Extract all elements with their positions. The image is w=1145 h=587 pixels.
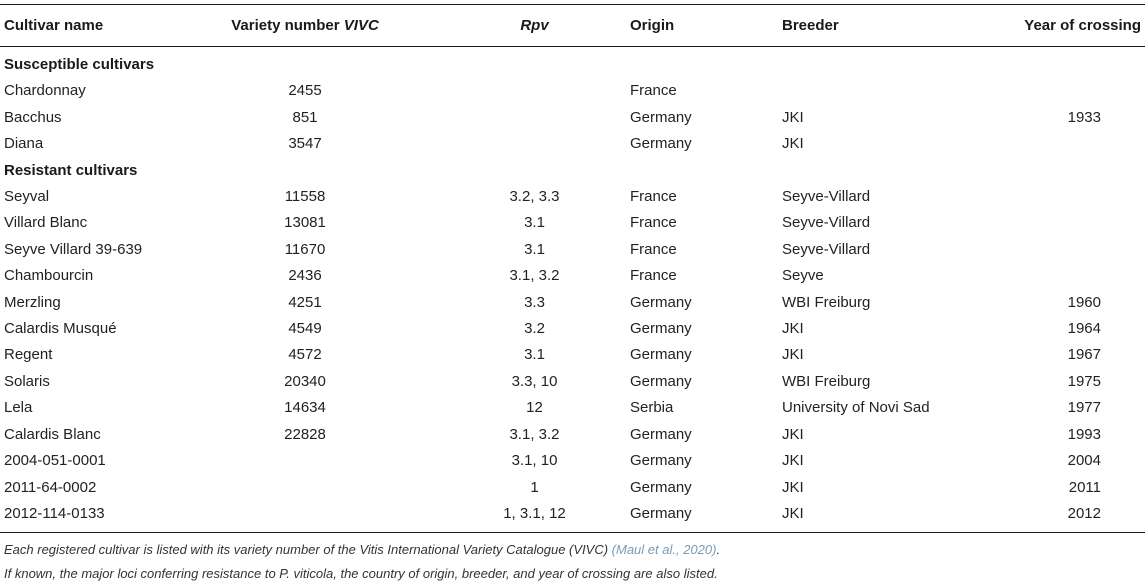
footnote-line-1-text: Each registered cultivar is listed with its variety number of the Vitis International Variety Catalogue (VIVC) (4, 542, 612, 557)
cell-year-of-crossing (994, 237, 1145, 263)
cell-rpv: 3.1, 10 (511, 452, 558, 470)
cell-breeder: JKI (782, 320, 804, 338)
cell-origin: Germany (630, 425, 692, 443)
cell-rpv: 1 (530, 478, 539, 496)
cell-cultivar-name: Merzling (4, 293, 61, 311)
cell-year-of-crossing (994, 131, 1145, 157)
footnote-line-1 (4, 542, 720, 557)
cell-year-of-crossing: 2004 (1067, 452, 1101, 470)
cell-breeder: JKI (782, 452, 804, 470)
section-header-row (0, 158, 1145, 184)
table-row (0, 422, 1145, 448)
cell-breeder: JKI (782, 425, 804, 443)
cell-variety-number: 11670 (284, 240, 326, 258)
cell-rpv: 12 (526, 399, 543, 417)
cell-cultivar-name: 2012-114-0133 (4, 504, 105, 522)
cell-variety-number (167, 501, 439, 527)
cell-origin: Germany (630, 372, 692, 390)
cell-rpv: 3.1, 3.2 (509, 425, 560, 443)
table-row (0, 184, 1145, 210)
cell-cultivar-name: Chardonnay (4, 82, 86, 100)
cell-rpv: 3.1 (524, 214, 545, 232)
cell-cultivar-name: Lela (4, 399, 33, 417)
table-row (0, 475, 1145, 501)
cell-breeder: Seyve-Villard (782, 240, 871, 258)
cell-variety-number: 4251 (288, 293, 322, 311)
cell-year-of-crossing (994, 78, 1145, 104)
footnote-line-2: If known, the major loci conferring resistance to P. viticola, the country of origin, breeder, and year of crossing are also listed. (4, 566, 718, 581)
cell-breeder: JKI (782, 135, 804, 153)
cell-year-of-crossing: 1967 (1067, 346, 1101, 364)
cell-origin: France (630, 214, 677, 232)
table-bottom-rule (0, 532, 1145, 533)
cell-breeder: JKI (782, 346, 804, 364)
cell-breeder: JKI (782, 108, 804, 126)
table-row (0, 342, 1145, 368)
cell-year-of-crossing: 1933 (1067, 108, 1101, 126)
table-row (0, 316, 1145, 342)
cell-rpv: 3.2 (524, 320, 545, 338)
cell-cultivar-name: 2004-051-0001 (4, 452, 106, 470)
cell-year-of-crossing: 1960 (1067, 293, 1101, 311)
cell-cultivar-name: Bacchus (4, 108, 62, 126)
header-variety-number-text: Variety number (231, 17, 344, 34)
table-row (0, 105, 1145, 131)
cell-variety-number (167, 448, 439, 474)
cell-cultivar-name: 2011-64-0002 (4, 478, 97, 496)
cell-rpv: 1, 3.1, 12 (503, 504, 566, 522)
table-row (0, 131, 1145, 157)
cell-breeder: Seyve (782, 267, 824, 285)
cell-cultivar-name: Chambourcin (4, 267, 94, 285)
cell-rpv: 3.1 (524, 346, 545, 364)
cell-variety-number: 22828 (284, 425, 326, 443)
cell-rpv: 3.3, 10 (511, 372, 558, 390)
section-title: Resistant cultivars (4, 161, 138, 179)
cell-breeder: JKI (782, 504, 804, 522)
cell-year-of-crossing: 1993 (1067, 425, 1101, 443)
cell-origin: Serbia (630, 399, 674, 417)
cell-origin: Germany (630, 320, 692, 338)
cell-rpv: 3.1 (524, 240, 545, 258)
cell-variety-number: 3547 (288, 135, 322, 153)
cell-cultivar-name: Solaris (4, 372, 50, 390)
cell-cultivar-name: Calardis Musqué (4, 320, 117, 338)
table-row (0, 263, 1145, 289)
cell-rpv (439, 131, 626, 157)
header-variety-number-vivc: VIVC (343, 17, 379, 34)
cell-variety-number: 14634 (284, 399, 326, 417)
table-row (0, 369, 1145, 395)
cell-breeder: WBI Freiburg (782, 293, 871, 311)
cell-origin: France (630, 240, 677, 258)
cell-variety-number: 13081 (284, 214, 326, 232)
cell-cultivar-name: Seyval (4, 188, 50, 206)
header-rpv: Rpv (520, 17, 549, 34)
cell-origin: Germany (630, 478, 692, 496)
table-row (0, 290, 1145, 316)
cell-year-of-crossing: 1977 (1067, 399, 1101, 417)
cell-year-of-crossing: 2011 (1068, 478, 1101, 496)
header-variety-number (167, 5, 439, 46)
section-title: Susceptible cultivars (4, 56, 155, 73)
cell-breeder: Seyve-Villard (782, 214, 871, 232)
cell-origin: Germany (630, 346, 692, 364)
cell-rpv: 3.2, 3.3 (509, 188, 560, 206)
cell-origin: France (630, 267, 677, 285)
cell-variety-number: 2455 (288, 82, 322, 100)
table-body (0, 46, 1145, 527)
cell-origin: Germany (630, 293, 692, 311)
cell-rpv: 3.3 (524, 293, 545, 311)
cell-variety-number: 851 (292, 108, 318, 126)
cell-variety-number: 2436 (288, 267, 322, 285)
cell-year-of-crossing (994, 184, 1145, 210)
table-row (0, 501, 1145, 527)
cell-breeder: WBI Freiburg (782, 372, 871, 390)
cell-cultivar-name: Diana (4, 135, 44, 153)
cell-breeder: University of Novi Sad (782, 399, 930, 417)
table-row (0, 78, 1145, 104)
header-year-of-crossing: Year of crossing (1024, 17, 1141, 34)
cell-year-of-crossing: 1964 (1067, 320, 1101, 338)
cell-breeder (778, 78, 994, 104)
table-row (0, 237, 1145, 263)
cultivar-table (0, 5, 1145, 527)
cell-variety-number: 4572 (288, 346, 322, 364)
section-header-row (0, 46, 1145, 78)
cell-origin: Germany (630, 135, 692, 153)
header-breeder: Breeder (782, 17, 839, 34)
cell-origin: Germany (630, 504, 692, 522)
table-row (0, 210, 1145, 236)
cell-origin: France (630, 82, 677, 100)
cell-variety-number: 20340 (284, 372, 326, 390)
cell-rpv (439, 78, 626, 104)
cell-origin: France (630, 188, 677, 206)
cell-origin: Germany (630, 452, 692, 470)
cell-cultivar-name: Calardis Blanc (4, 425, 101, 443)
cell-variety-number: 4549 (288, 320, 322, 338)
cell-year-of-crossing (994, 210, 1145, 236)
cell-cultivar-name: Villard Blanc (4, 214, 88, 232)
cell-origin: Germany (630, 108, 692, 126)
cell-year-of-crossing: 2012 (1067, 504, 1101, 522)
footnote-reference-link[interactable]: (Maul et al., 2020) (611, 542, 717, 557)
table-row (0, 448, 1145, 474)
cell-cultivar-name: Regent (4, 346, 53, 364)
cell-rpv: 3.1, 3.2 (509, 267, 560, 285)
cell-year-of-crossing: 1975 (1067, 372, 1101, 390)
cell-breeder: Seyve-Villard (782, 188, 871, 206)
cell-variety-number: 11558 (284, 188, 326, 206)
cell-breeder: JKI (782, 478, 804, 496)
table-row (0, 395, 1145, 421)
cell-cultivar-name: Seyve Villard 39-639 (4, 240, 143, 258)
table-header-row (0, 5, 1145, 46)
footnote-line-1-end: . (716, 542, 721, 557)
cell-year-of-crossing (994, 263, 1145, 289)
cell-variety-number (167, 475, 439, 501)
header-cultivar-name: Cultivar name (4, 17, 104, 34)
header-origin: Origin (630, 17, 675, 34)
cell-rpv (439, 105, 626, 131)
